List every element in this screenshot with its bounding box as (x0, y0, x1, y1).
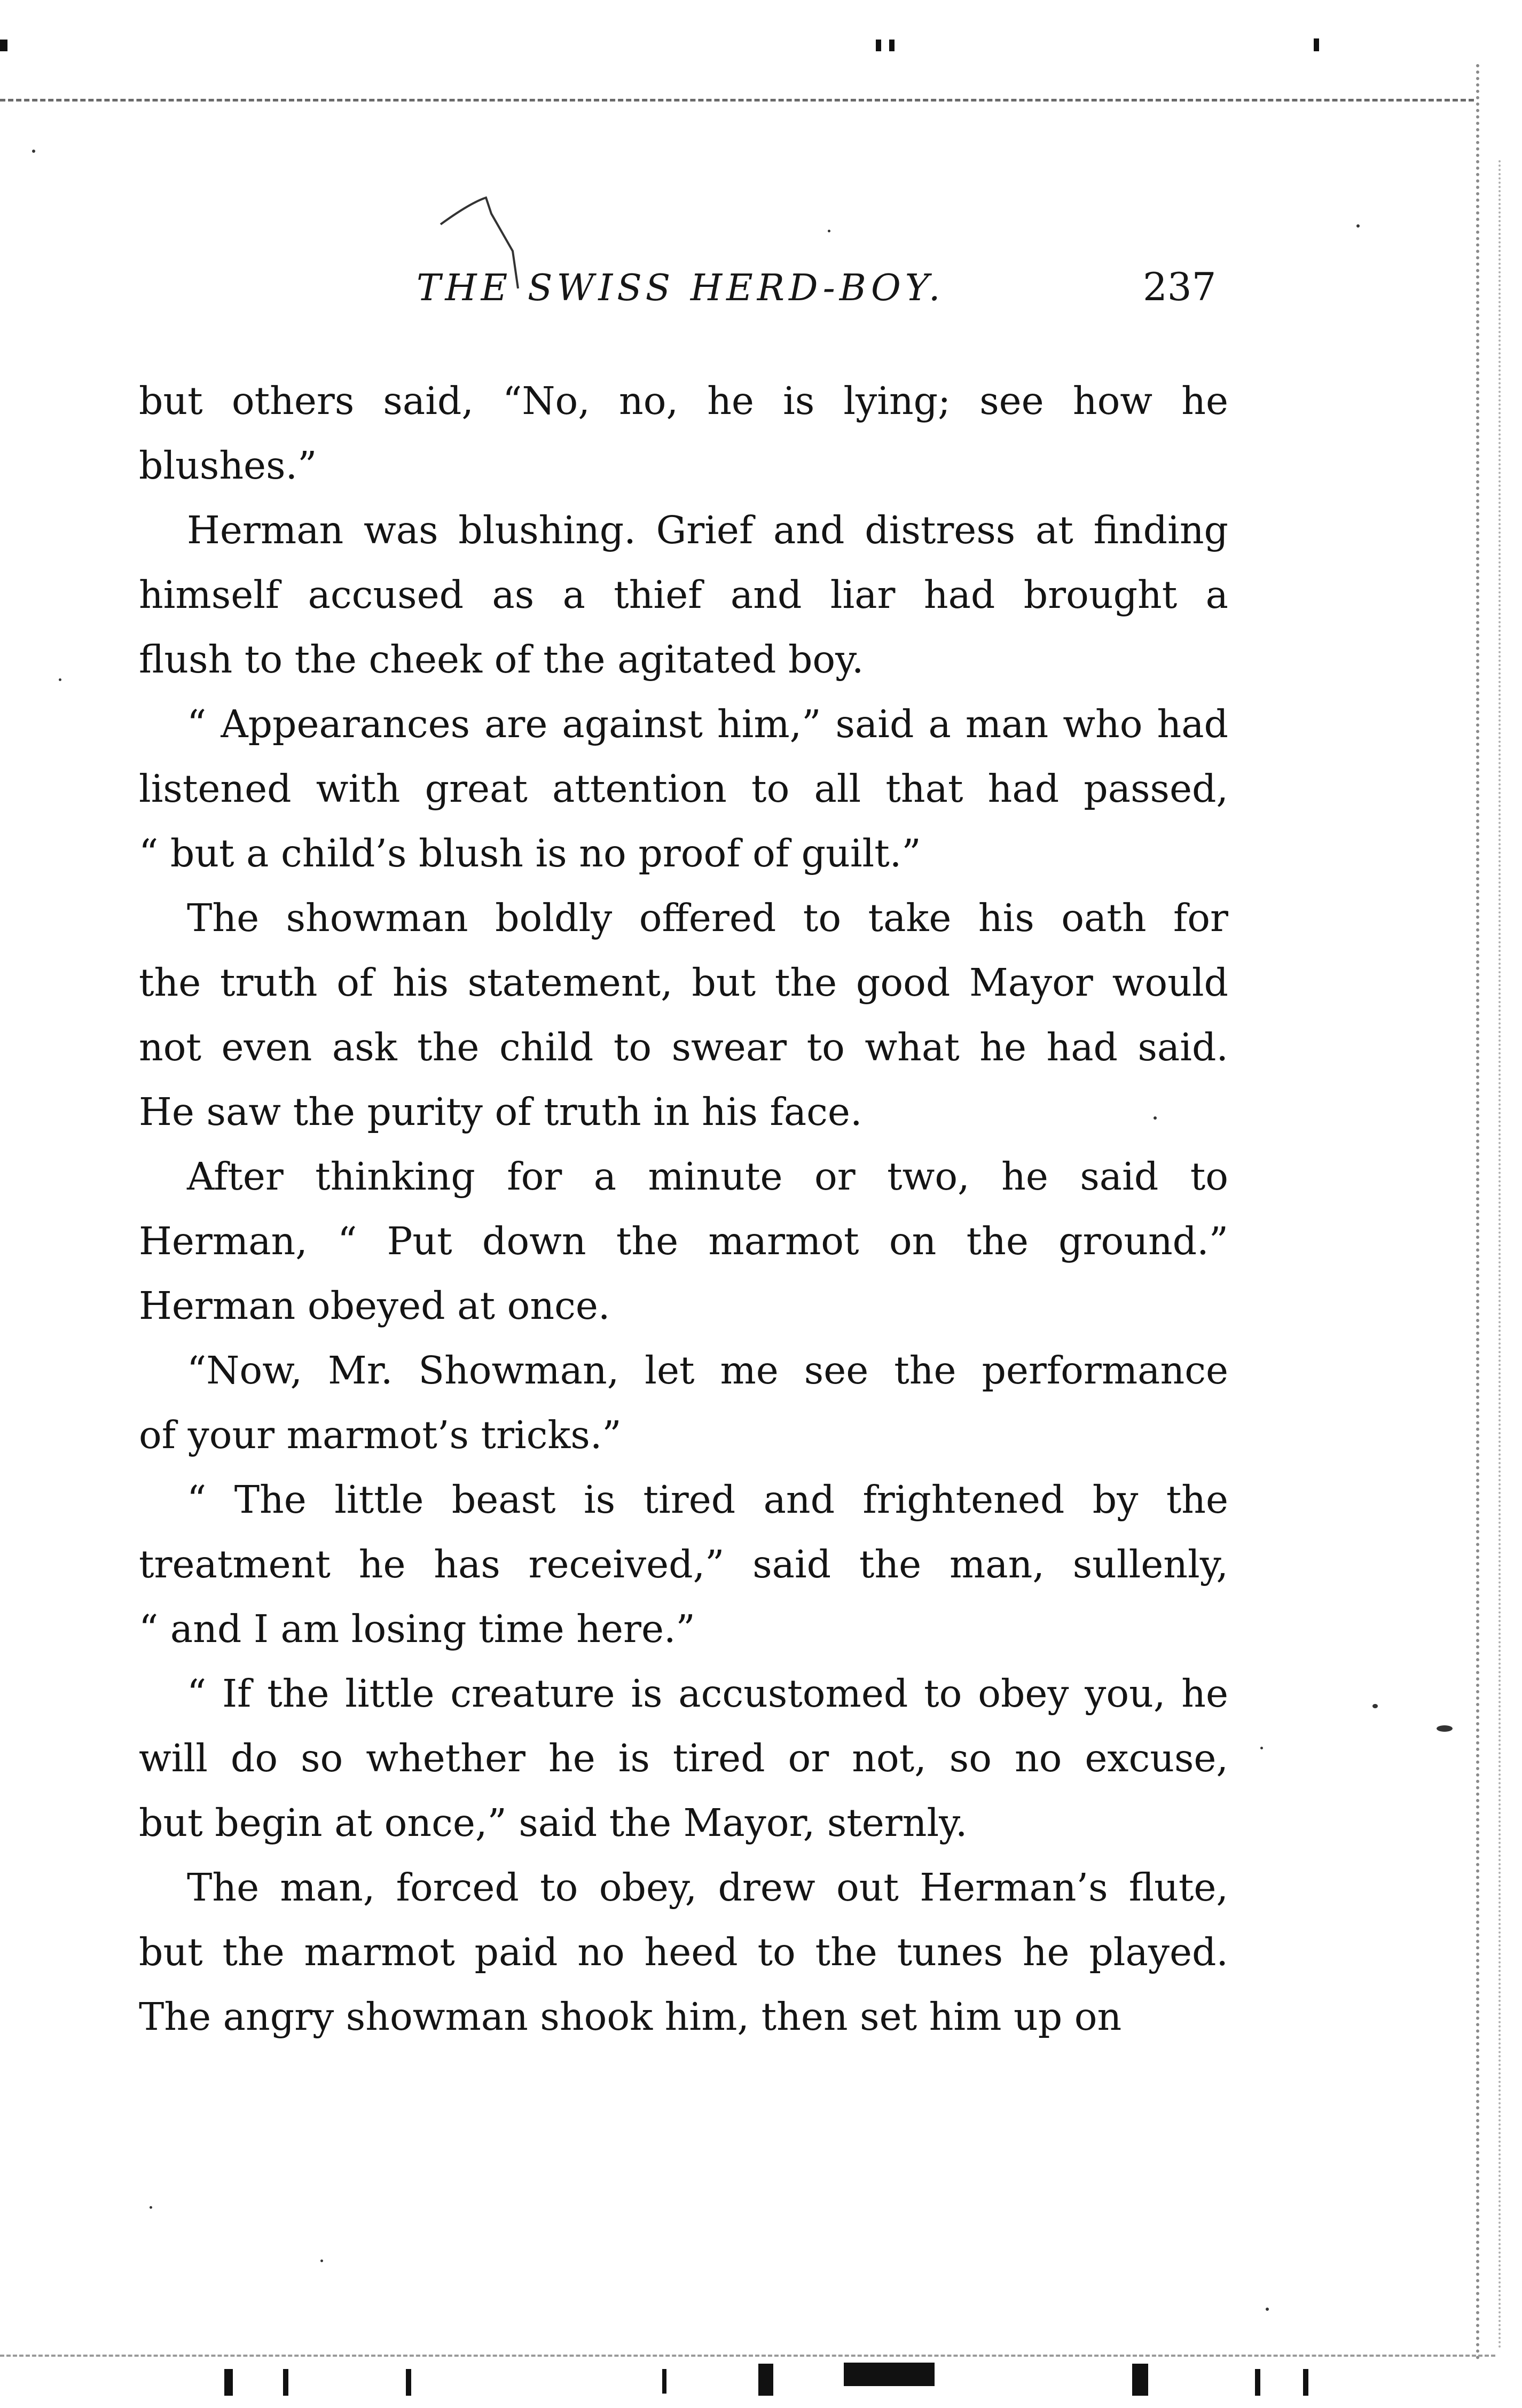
text-line (139, 1920, 1228, 1984)
text-line-content: “ The little beast is tired and frightened by the (187, 1477, 1228, 1522)
text-line (139, 950, 1228, 1015)
scan-mark (0, 40, 7, 51)
text-line (139, 1403, 1228, 1467)
text-line-content: “Now, Mr. Showman, let me see the performance (187, 1348, 1228, 1393)
text-line-content: “ but a child’s blush is no proof of guilt.” (139, 831, 921, 875)
paragraph (139, 1855, 1228, 2049)
text-line-content: but others said, “No, no, he is lying; see how he (139, 379, 1228, 423)
text-line-content: himself accused as a thief and liar had brought a (139, 573, 1228, 617)
text-line (139, 562, 1228, 627)
text-line-content: will do so whether he is tired or not, so no excuse, (139, 1736, 1228, 1780)
text-line-content: The man, forced to obey, drew out Herman’s flute, (187, 1865, 1228, 1910)
text-line (139, 1015, 1228, 1080)
text-line-content: Herman was blushing. Grief and distress at finding (187, 508, 1228, 552)
text-line-content: The angry showman shook him, then set him up on (139, 1995, 1122, 2039)
text-line (139, 1467, 1228, 1532)
text-line (139, 369, 1228, 433)
paragraph (139, 498, 1228, 692)
paragraph (139, 1338, 1228, 1467)
text-line (139, 1209, 1228, 1273)
paragraph (139, 692, 1228, 886)
running-head-title: THE SWISS HERD-BOY. (417, 267, 945, 309)
paragraph (139, 886, 1228, 1144)
text-line (139, 756, 1228, 821)
text-line (139, 1855, 1228, 1920)
text-line-content: The showman boldly offered to take his oath for (187, 896, 1228, 940)
paragraph (139, 1661, 1228, 1855)
top-scan-marks (0, 32, 1522, 53)
text-line (139, 1144, 1228, 1209)
top-dashed-rule (0, 99, 1474, 101)
text-line (139, 692, 1228, 756)
text-line (139, 1726, 1228, 1791)
body-text (139, 369, 1228, 2049)
page-number: 237 (1143, 264, 1217, 309)
paragraph (139, 1144, 1228, 1338)
text-line (139, 498, 1228, 562)
text-line-content: not even ask the child to swear to what he had said. (139, 1025, 1228, 1069)
text-line-content: “ and I am losing time here.” (139, 1607, 695, 1651)
scan-mark (1314, 38, 1319, 51)
right-edge-dotted-rule (1476, 64, 1479, 2361)
text-line-content: Herman obeyed at once. (139, 1284, 610, 1328)
text-line-content: but begin at once,” said the Mayor, sternly. (139, 1801, 968, 1845)
bottom-scan-marks (0, 2358, 1522, 2396)
text-line (139, 1080, 1228, 1144)
bottom-dashed-rule (0, 2355, 1495, 2357)
text-line (139, 1984, 1228, 2049)
text-line-content: blushes.” (139, 443, 317, 488)
text-line (139, 1273, 1228, 1338)
paragraph (139, 1467, 1228, 1661)
text-line (139, 1532, 1228, 1597)
right-edge-dotted-rule-secondary (1499, 160, 1501, 2350)
text-line-content: flush to the cheek of the agitated boy. (139, 637, 864, 682)
text-line-content: “ If the little creature is accustomed to obey you, he (187, 1671, 1228, 1716)
text-line (139, 821, 1228, 886)
text-line-content: After thinking for a minute or two, he said to (187, 1154, 1228, 1199)
paragraph (139, 369, 1228, 498)
text-line-content: Herman, “ Put down the marmot on the ground.” (139, 1219, 1228, 1263)
text-line-content: treatment he has received,” said the man, sullenly, (139, 1542, 1228, 1586)
text-line (139, 1597, 1228, 1661)
text-line (139, 1338, 1228, 1403)
text-line (139, 886, 1228, 950)
text-line (139, 627, 1228, 692)
text-line (139, 1661, 1228, 1726)
text-line-content: He saw the purity of truth in his face. (139, 1090, 862, 1134)
scan-mark (889, 40, 895, 51)
text-line-content: the truth of his statement, but the good Mayor would (139, 960, 1228, 1005)
text-line (139, 1791, 1228, 1855)
scan-mark (876, 40, 881, 51)
text-line-content: but the marmot paid no heed to the tunes he played. (139, 1930, 1228, 1974)
text-line-content: of your marmot’s tricks.” (139, 1413, 622, 1457)
text-line-content: listened with great attention to all that had passed, (139, 767, 1228, 811)
text-line (139, 433, 1228, 498)
text-line-content: “ Appearances are against him,” said a man who had (187, 702, 1228, 746)
